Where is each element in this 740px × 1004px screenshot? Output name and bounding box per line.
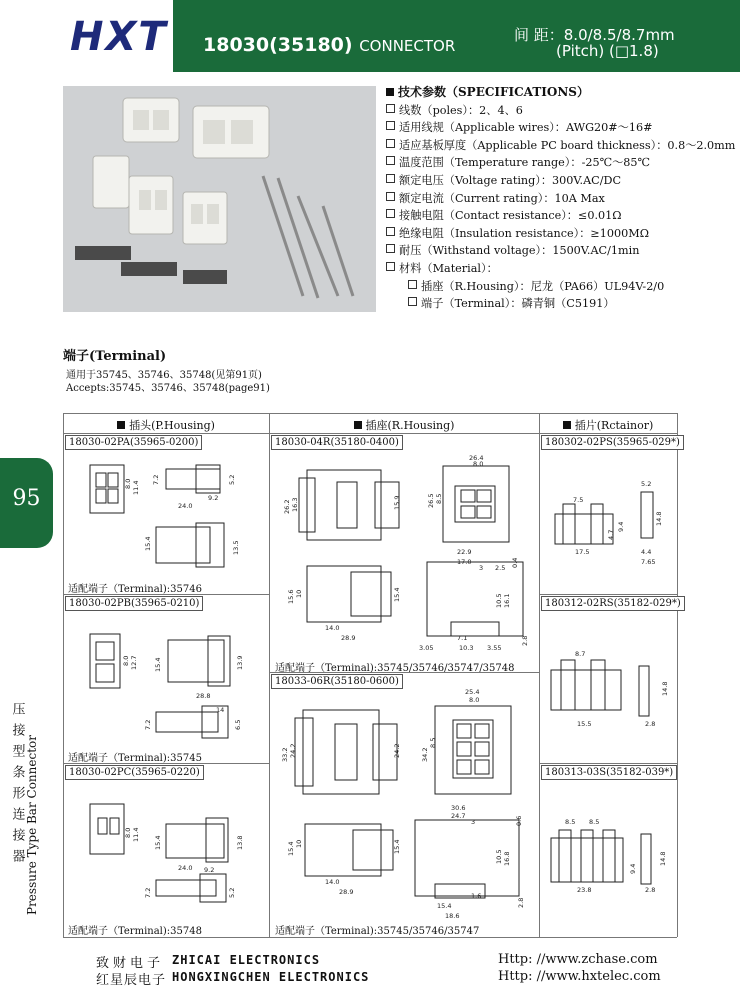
svg-text:14.0: 14.0 — [325, 624, 340, 632]
company-en-2: HONGXINGCHEN ELECTRONICS — [172, 970, 370, 984]
svg-text:12.7: 12.7 — [130, 655, 138, 670]
pitch-line-1: 间 距：8.0/8.5/8.7mm — [514, 26, 675, 44]
product-photo — [63, 86, 376, 312]
title-suffix: CONNECTOR — [359, 37, 456, 55]
drawing-180313-03S — [541, 812, 675, 896]
title-main: 18030(35180) — [203, 34, 353, 56]
drawing-18030-04R — [275, 452, 537, 656]
spec-item: 绝缘电阻（Insulation resistance）：≥1000MΩ — [386, 225, 736, 243]
fit-terminal-note: 适配端子（Terminal):35748 — [68, 926, 202, 937]
svg-text:7.5: 7.5 — [573, 496, 584, 504]
part-number-label: 18033-06R(35180-0600) — [271, 674, 403, 689]
svg-text:6.5: 6.5 — [234, 719, 242, 730]
terminal-heading: 端子(Terminal) — [63, 349, 167, 364]
svg-text:13.9: 13.9 — [236, 655, 244, 670]
svg-text:16.8: 16.8 — [503, 851, 511, 866]
svg-text:0.4: 0.4 — [511, 557, 519, 568]
col-header-plug: 插头(P.Housing) — [63, 417, 269, 433]
svg-text:23.8: 23.8 — [577, 886, 592, 894]
svg-text:9.2: 9.2 — [204, 866, 215, 874]
svg-text:16.3: 16.3 — [291, 497, 299, 512]
col-header-retainer: 插片(Rctainor) — [539, 417, 677, 433]
part-number-label: 180313-03S(35182-039*) — [541, 765, 677, 780]
svg-text:3: 3 — [479, 564, 484, 572]
checkbox-icon — [386, 192, 395, 201]
svg-text:8.5: 8.5 — [565, 818, 576, 826]
spec-item: 温度范围（Temperature range）：-25℃～85℃ — [386, 154, 736, 172]
svg-text:3.55: 3.55 — [487, 644, 502, 652]
side-title-en: Pressure Type Bar Connector — [25, 735, 39, 915]
svg-text:7.2: 7.2 — [144, 719, 152, 730]
page-header — [0, 0, 740, 72]
company-cn-1: 致财电子 — [96, 956, 165, 971]
svg-text:10: 10 — [295, 839, 303, 848]
svg-text:10: 10 — [295, 589, 303, 598]
svg-text:26.4: 26.4 — [469, 454, 484, 462]
side-title-cn: 压接型条形连接器 — [9, 702, 25, 870]
svg-text:15.9: 15.9 — [393, 495, 401, 510]
square-bullet-icon — [386, 88, 394, 96]
spec-item: 接触电阻（Contact resistance）：≤0.01Ω — [386, 207, 736, 225]
svg-text:28.9: 28.9 — [339, 888, 354, 896]
fit-terminal-note: 适配端子（Terminal):35745/35746/35747 — [275, 926, 480, 937]
svg-text:14.8: 14.8 — [661, 681, 669, 696]
svg-text:8.0: 8.0 — [124, 478, 132, 489]
svg-text:8.0: 8.0 — [124, 827, 132, 838]
checkbox-icon — [386, 156, 395, 165]
svg-text:8.5: 8.5 — [429, 737, 437, 748]
svg-text:2.8: 2.8 — [517, 897, 525, 908]
svg-text:5.2: 5.2 — [641, 480, 652, 488]
svg-text:15.4: 15.4 — [437, 902, 452, 910]
website-link-1[interactable]: Http: //www.zchase.com — [498, 952, 658, 967]
svg-text:24.2: 24.2 — [289, 743, 297, 758]
checkbox-icon — [386, 121, 395, 130]
svg-text:7.2: 7.2 — [144, 887, 152, 898]
pitch-line-2: (Pitch) (□1.8) — [556, 42, 659, 60]
svg-text:8.0: 8.0 — [473, 460, 484, 468]
spec-item: 适应基板厚度（Applicable PC board thickness）：0.8～2.0mm — [386, 137, 736, 155]
svg-text:26.5: 26.5 — [427, 493, 435, 508]
page-number: 95 — [12, 486, 41, 511]
svg-text:16.1: 16.1 — [503, 593, 511, 608]
checkbox-icon — [386, 227, 395, 236]
part-number-label: 18030-02PC(35965-0220) — [65, 765, 204, 780]
svg-text:2.5: 2.5 — [495, 564, 506, 572]
svg-text:2.8: 2.8 — [521, 635, 529, 646]
svg-text:1.6: 1.6 — [471, 892, 482, 900]
svg-text:11.4: 11.4 — [132, 480, 140, 495]
svg-text:3: 3 — [471, 818, 476, 826]
svg-text:24.2: 24.2 — [393, 743, 401, 758]
svg-text:9.2: 9.2 — [208, 494, 219, 502]
checkbox-icon — [386, 139, 395, 148]
drawing-18030-02PA — [70, 455, 266, 577]
svg-text:5.2: 5.2 — [228, 887, 236, 898]
spec-item: 耐压（Withstand voltage）：1500V.AC/1min — [386, 242, 736, 260]
svg-text:11.4: 11.4 — [132, 827, 140, 842]
website-link-2[interactable]: Http: //www.hxtelec.com — [498, 969, 661, 984]
svg-text:14.0: 14.0 — [325, 878, 340, 886]
svg-text:4.4: 4.4 — [641, 548, 652, 556]
svg-text:28.9: 28.9 — [341, 634, 356, 642]
checkbox-icon — [386, 244, 395, 253]
svg-text:25.4: 25.4 — [465, 688, 480, 696]
logo: HXT — [70, 14, 168, 60]
grid-bottom-line — [63, 937, 677, 938]
svg-text:17.0: 17.0 — [457, 558, 472, 566]
material-item: 插座（R.Housing）：尼龙（PA66）UL94V-2/0 — [386, 278, 736, 296]
spec-item: 适用线规（Applicable wires）：AWG20#～16# — [386, 119, 736, 137]
col-header-receptacle: 插座(R.Housing) — [269, 417, 539, 433]
part-number-label: 18030-02PB(35965-0210) — [65, 596, 203, 611]
grid-left-line — [63, 413, 64, 937]
svg-text:4.7: 4.7 — [607, 529, 615, 540]
drawing-180312-02RS — [541, 646, 675, 732]
svg-text:13.5: 13.5 — [232, 540, 240, 555]
terminal-note-en: Accepts:35745、35746、35748(page91) — [66, 383, 270, 394]
svg-text:9.4: 9.4 — [617, 521, 625, 532]
svg-text:14.8: 14.8 — [655, 511, 663, 526]
svg-text:8.7: 8.7 — [575, 650, 586, 658]
page-footer — [0, 945, 740, 1004]
side-title — [8, 700, 48, 930]
drawing-18033-06R — [275, 688, 537, 918]
svg-text:22.9: 22.9 — [457, 548, 472, 556]
svg-text:15.4: 15.4 — [144, 536, 152, 551]
fit-terminal-note: 适配端子（Terminal):35745 — [68, 753, 202, 764]
grid-right-line — [677, 413, 678, 937]
fit-terminal-note: 适配端子（Terminal):35745/35746/35747/35748 — [275, 663, 515, 674]
svg-text:10.5: 10.5 — [495, 849, 503, 864]
svg-text:33.2: 33.2 — [281, 747, 289, 762]
company-cn-2: 红星辰电子 — [96, 973, 167, 988]
part-number-label: 18030-04R(35180-0400) — [271, 435, 403, 450]
svg-text:3.05: 3.05 — [419, 644, 434, 652]
drawing-180302-02PS — [541, 474, 675, 570]
svg-text:7.65: 7.65 — [641, 558, 656, 566]
square-bullet-icon — [354, 421, 362, 429]
checkbox-icon — [386, 174, 395, 183]
svg-text:24.0: 24.0 — [178, 864, 193, 872]
svg-text:30.6: 30.6 — [451, 804, 466, 812]
square-bullet-icon — [563, 421, 571, 429]
grid-col-divider-2 — [539, 413, 540, 937]
svg-text:15.4: 15.4 — [154, 835, 162, 850]
svg-text:5.2: 5.2 — [228, 474, 236, 485]
checkbox-icon — [408, 280, 417, 289]
svg-text:28.8: 28.8 — [196, 692, 211, 700]
svg-text:15.4: 15.4 — [393, 587, 401, 602]
svg-text:24.7: 24.7 — [451, 812, 466, 820]
svg-text:14.8: 14.8 — [659, 851, 667, 866]
svg-text:14: 14 — [216, 706, 225, 714]
square-bullet-icon — [117, 421, 125, 429]
svg-text:7.1: 7.1 — [457, 634, 468, 642]
spec-item: 材料（Material）： — [386, 260, 736, 278]
spec-item: 额定电压（Voltage rating）：300V.AC/DC — [386, 172, 736, 190]
row-divider — [539, 594, 677, 595]
drawing-18030-02PC — [70, 790, 266, 910]
spec-item: 额定电流（Current rating）：10A Max — [386, 190, 736, 208]
checkbox-icon — [386, 209, 395, 218]
svg-text:0.6: 0.6 — [515, 815, 523, 826]
page-title — [203, 34, 455, 56]
svg-text:15.4: 15.4 — [154, 657, 162, 672]
svg-text:8.5: 8.5 — [435, 493, 443, 504]
svg-text:15.6: 15.6 — [287, 589, 295, 604]
svg-text:17.5: 17.5 — [575, 548, 590, 556]
svg-text:15.5: 15.5 — [577, 720, 592, 728]
svg-text:15.4: 15.4 — [393, 839, 401, 854]
specifications — [386, 84, 736, 313]
svg-text:10.3: 10.3 — [459, 644, 474, 652]
drawing-18030-02PB — [70, 626, 266, 746]
svg-text:10.5: 10.5 — [495, 593, 503, 608]
svg-text:2.8: 2.8 — [645, 886, 656, 894]
svg-text:15.4: 15.4 — [287, 841, 295, 856]
svg-text:26.2: 26.2 — [283, 499, 291, 514]
svg-text:8.5: 8.5 — [589, 818, 600, 826]
part-number-label: 180302-02PS(35965-029*) — [541, 435, 684, 450]
grid-col-divider-1 — [269, 413, 270, 937]
grid-top-line — [63, 413, 677, 414]
svg-text:7.2: 7.2 — [152, 474, 160, 485]
svg-text:2.8: 2.8 — [645, 720, 656, 728]
part-number-label: 18030-02PA(35965-0200) — [65, 435, 202, 450]
company-en-1: ZHICAI ELECTRONICS — [172, 953, 321, 967]
specs-heading: 技术参数（SPECIFICATIONS） — [386, 84, 736, 102]
svg-text:13.8: 13.8 — [236, 835, 244, 850]
part-number-label: 180312-02RS(35182-029*) — [541, 596, 685, 611]
checkbox-icon — [386, 262, 395, 271]
svg-text:8.0: 8.0 — [122, 655, 130, 666]
material-item: 端子（Terminal）：磷青铜（C5191） — [386, 295, 736, 313]
svg-text:8.0: 8.0 — [469, 696, 480, 704]
checkbox-icon — [408, 297, 417, 306]
terminal-note-cn: 通用于35745、35746、35748(见第91页) — [66, 370, 262, 381]
row-divider — [539, 763, 677, 764]
svg-text:24.0: 24.0 — [178, 502, 193, 510]
spec-item: 线数（poles）：2、4、6 — [386, 102, 736, 120]
svg-text:9.4: 9.4 — [629, 863, 637, 874]
checkbox-icon — [386, 104, 395, 113]
grid-header-line — [63, 433, 677, 434]
svg-text:18.6: 18.6 — [445, 912, 460, 918]
fit-terminal-note: 适配端子（Terminal):35746 — [68, 584, 202, 595]
svg-text:34.2: 34.2 — [421, 747, 429, 762]
